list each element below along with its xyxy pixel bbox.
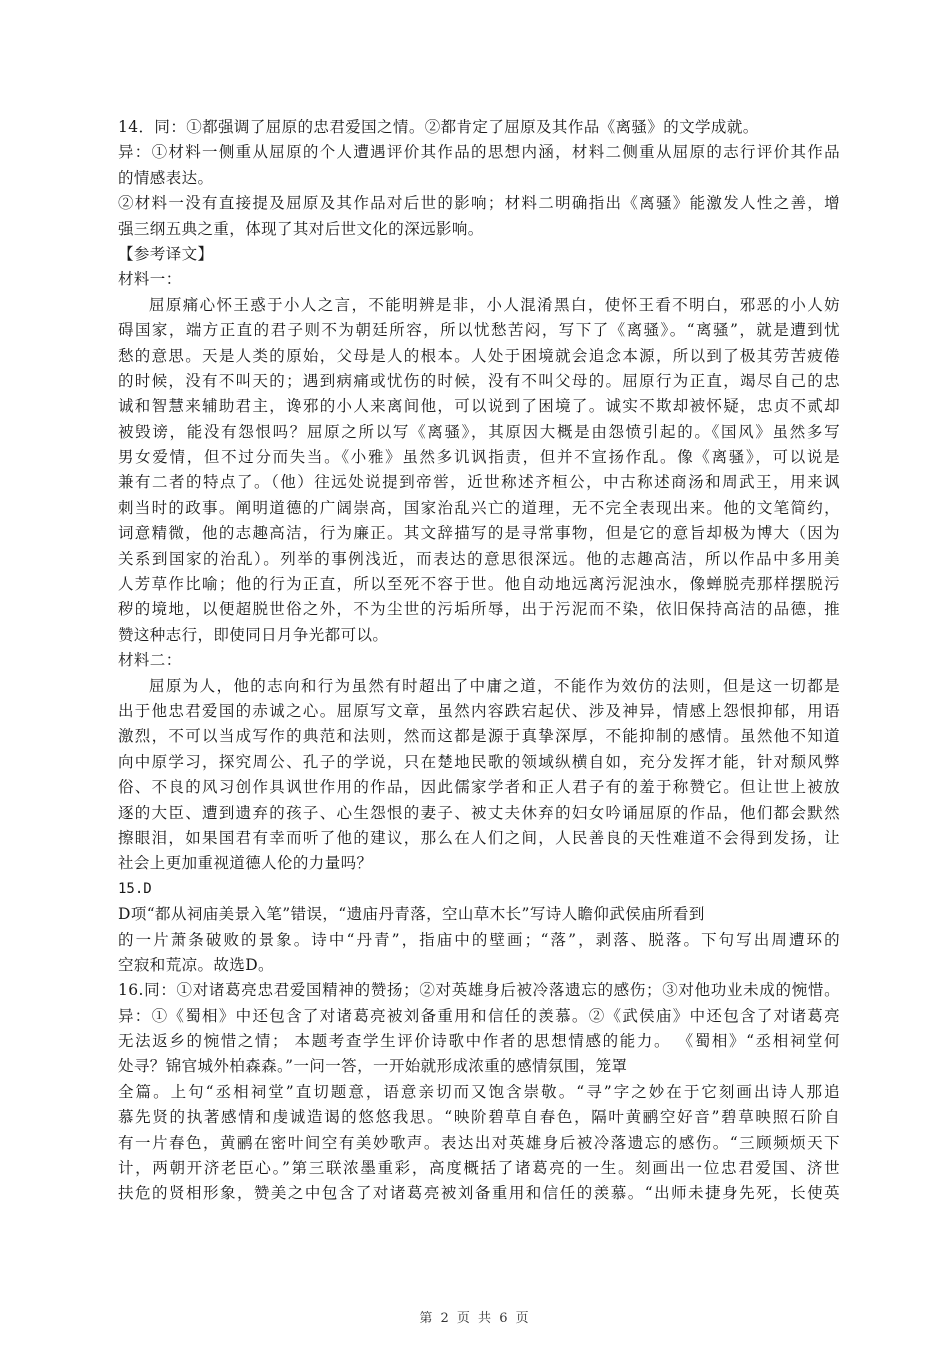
text-line: 诚和智慧来辅助君主，谗邪的小人来离间他，可以说到了困境了。诚实不欺却被怀疑，忠贞不贰却 — [118, 397, 840, 416]
text-line: 赞这种志行，即使同日月争光都可以。 — [118, 625, 389, 644]
text-line: 碍国家，端方正直的君子则不为朝廷所容，所以忧愁苦闷，写下了《离骚》。“离骚”，就是遭到忧 — [118, 321, 840, 340]
text-line: 社会上更加重视道德人伦的力量吗？ — [118, 854, 373, 873]
text-line: 俗、不良的风习创作具讽世作用的作品，因此儒家学者和正人君子有的羞于称赞它。但让世上被放 — [118, 778, 840, 797]
text-line: 兼有二者的特点了。（他）往远处说提到帝喾，近世称述齐桓公，中古称述商汤和周武王，用来讽 — [118, 473, 840, 492]
text-line: 强三纲五典之重，体现了其对后世文化的深远影响。 — [118, 219, 484, 238]
text-line: 词意精微，他的志趣高洁，行为廉正。其文辞描写的是寻常事物，但是它的意旨却极为博大（因为 — [118, 524, 840, 543]
text-line: 全篇。上句“丞相祠堂”直切题意，语意亲切而又饱含崇敬。“寻”字之妙在于它刻画出诗人那追 — [118, 1082, 840, 1101]
text-line: 激烈，不可以当成写作的典范和法则，然而这都是源于真挚深厚，不能抑制的感情。虽然他不知道 — [118, 727, 840, 746]
text-line: 的时候，没有不叫天的；遇到病痛或忧伤的时候，没有不叫父母的。屈原行为正直，竭尽自己的忠 — [118, 371, 840, 390]
text-line: 15.D — [118, 880, 152, 897]
text-line: 【参考译文】 — [118, 244, 214, 263]
text-line: 材料一： — [118, 270, 182, 289]
text-line: 慕先贤的执著感情和虔诚造谒的悠悠我思。“映阶碧草自春色，隔叶黄鹂空好音”碧草映照石阶自 — [118, 1108, 840, 1127]
text-line: 屈原为人，他的志向和行为虽然有时超出了中庸之道，不能作为效仿的法则，但是这一切都是 — [149, 676, 840, 695]
text-line: 有一片春色，黄鹂在密叶间空有美妙歌声。表达出对英雄身后被冷落遗忘的感伤。“三顾频烦天下 — [118, 1133, 840, 1152]
text-line: 出于他忠君爱国的赤诚之心。屈原写文章，虽然内容跌宕起伏、涉及神异，情感上怨恨抑郁，用语 — [118, 701, 840, 720]
text-line: 14．同：①都强调了屈原的忠君爱国之情。②都肯定了屈原及其作品《离骚》的文学成就。 — [118, 118, 759, 136]
text-line: 秽的境地，以便超脱世俗之外，不为尘世的污垢所辱，出于污泥而不染，依旧保持高洁的品德，推 — [118, 600, 840, 619]
text-line: 处寻？锦官城外柏森森。”一问一答，一开始就形成浓重的感情氛围，笼罩 — [118, 1057, 628, 1076]
text-line: 异：①《蜀相》中还包含了对诸葛亮被刘备重用和信任的羡慕。②《武侯庙》中还包含了对诸葛亮 — [118, 1006, 840, 1025]
text-line: 屈原痛心怀王惑于小人之言，不能明辨是非，小人混淆黑白，使怀王看不明白，邪恶的小人妨 — [149, 295, 840, 314]
text-line: ②材料一没有直接提及屈原及其作品对后世的影响；材料二明确指出《离骚》能激发人性之善，增 — [118, 194, 840, 213]
text-line: 材料二： — [118, 651, 182, 670]
text-line: 的情感表达。 — [118, 168, 214, 187]
text-line: 人芳草作比喻；他的行为正直，所以至死不容于世。他自动地远离污泥浊水，像蝉脱壳那样摆脱污 — [118, 575, 840, 594]
text-line: 愁的意思。天是人类的原始，父母是人的根本。人处于困境就会追念本源，所以到了极其劳苦疲倦 — [118, 346, 840, 365]
text-line: 16.同：①对诸葛亮忠君爱国精神的赞扬；②对英雄身后被冷落遗忘的感伤；③对他功业未成的惋惜。 — [118, 981, 840, 1000]
text-line: 被毁谤，能没有怨恨吗？屈原之所以写《离骚》，其原因大概是由怨愤引起的。《国风》虽然多写 — [118, 422, 840, 441]
text-line: 无法返乡的惋惜之情； 本题考查学生评价诗歌中作者的思想情感的能力。 《蜀相》“丞相祠堂何 — [118, 1032, 840, 1051]
text-line: 关系到国家的治乱）。列举的事例浅近，而表达的意思很深远。他的志趣高洁，所以作品中多用美 — [118, 549, 840, 568]
document-body — [118, 115, 840, 1207]
text-line: D项“都从祠庙美景入笔”错误，“遗庙丹青落，空山草木长”写诗人瞻仰武侯庙所看到 — [118, 905, 705, 924]
text-line: 逐的大臣、遭到遗弃的孩子、心生怨恨的妻子、被丈夫休弃的妇女吟诵屈原的作品，他们都会默然 — [118, 803, 840, 822]
text-line: 擦眼泪，如果国君有幸而听了他的建议，那么在人们之间，人民善良的天性难道不会得到发扬，让 — [118, 828, 840, 847]
text-line: 计，两朝开济老臣心。”第三联浓墨重彩，高度概括了诸葛亮的一生。刻画出一位忠君爱国、济世 — [118, 1159, 840, 1178]
text-line: 扶危的贤相形象，赞美之中包含了对诸葛亮被刘备重用和信任的羡慕。“出师未捷身先死，长使英 — [118, 1184, 840, 1203]
page-footer: 第 2 页 共 6 页 — [419, 1311, 531, 1326]
text-line: 刺当时的政事。阐明道德的广阔崇高，国家治乱兴亡的道理，无不完全表现出来。他的文笔简约， — [118, 498, 840, 517]
text-line: 空寂和荒凉。故选D。 — [118, 955, 274, 974]
text-line: 男女爱情，但不过分而失当。《小雅》虽然多讥讽指责，但并不宣扬作乱。像《离骚》，可以说是 — [118, 448, 840, 467]
text-line: 的一片萧条破败的景象。诗中“丹青”，指庙中的壁画；“落”，剥落、脱落。下句写出周遭环的 — [118, 930, 840, 949]
text-line: 异：①材料一侧重从屈原的个人遭遇评价其作品的思想内涵，材料二侧重从屈原的志行评价其作品 — [118, 143, 840, 162]
text-line: 向中原学习，探究周公、孔子的学说，只在楚地民歌的领域纵横自如，充分发挥才能，针对颓风弊 — [118, 752, 840, 771]
